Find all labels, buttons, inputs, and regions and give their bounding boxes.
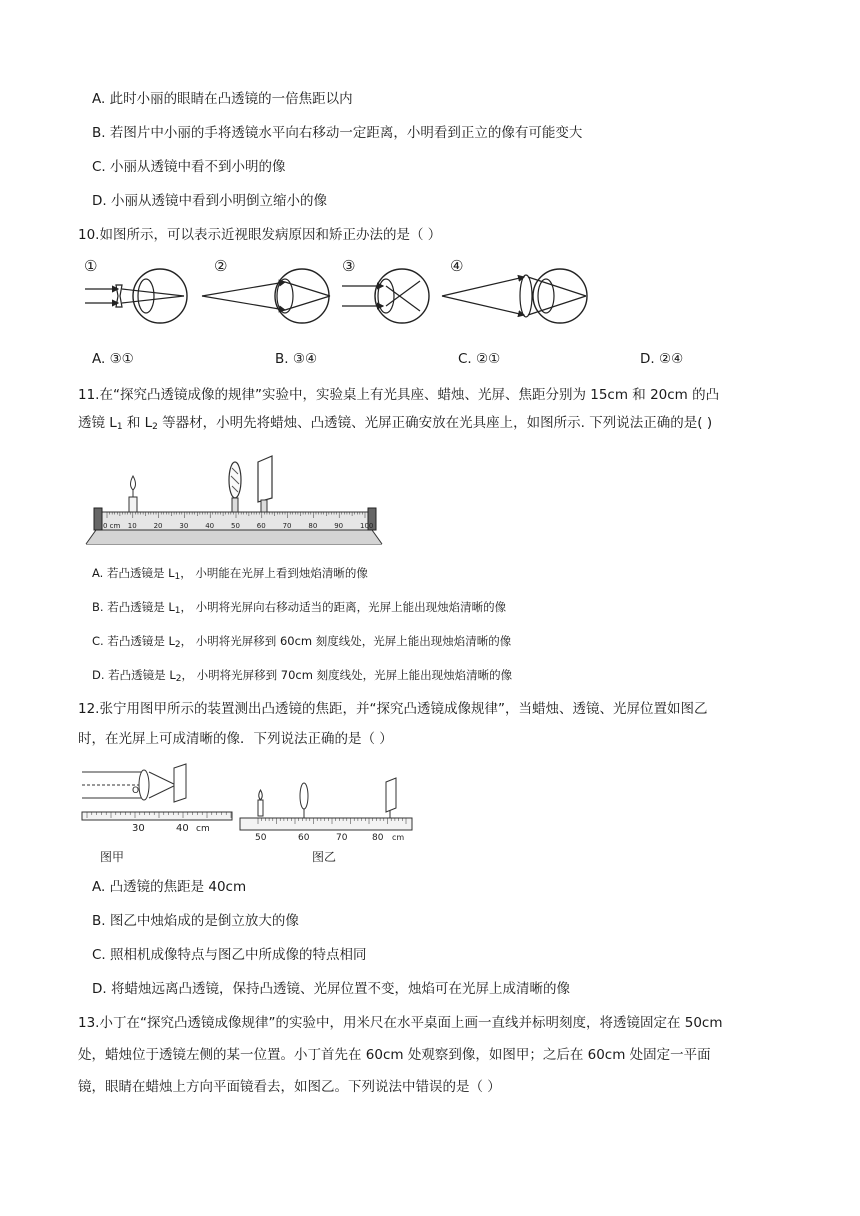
eye-diagram-3 (342, 257, 429, 323)
q10-option-d: D. ②④ (640, 351, 684, 367)
ruler-label: 0 cm (103, 522, 121, 530)
ruler-label: 80 (308, 522, 318, 530)
q9-option-a: A. 此时小丽的眼睛在凸透镜的一倍焦距以内 (92, 91, 353, 107)
svg-text:30: 30 (132, 823, 145, 834)
q12-option-b: B. 图乙中烛焰成的是倒立放大的像 (92, 913, 299, 929)
q11-option-a: A. 若凸透镜是 $L_1$， 小明能在光屏上看到烛焰清晰的像 (92, 566, 368, 582)
svg-text:40: 40 (176, 823, 189, 834)
ruler-label: 60 (256, 522, 266, 530)
ruler-label: 50 (231, 522, 240, 530)
svg-text:70: 70 (336, 833, 348, 843)
label-2: ② (214, 257, 228, 275)
ruler-label: 70 (282, 522, 292, 530)
q9-option-b: B. 若图片中小丽的手将透镜水平向右移动一定距离，小明看到正立的像有可能变大 (92, 125, 583, 141)
label-4: ④ (450, 257, 464, 275)
eye-diagram-4 (442, 257, 587, 323)
q10-option-c: C. ②① (458, 351, 501, 367)
q9-option-d: D. 小丽从透镜中看到小明倒立缩小的像 (92, 193, 327, 209)
figure-jia (82, 764, 232, 864)
q12-option-c: C. 照相机成像特点与图乙中所成像的特点相同 (92, 947, 367, 963)
q10-eye-diagrams (80, 255, 640, 335)
q10-option-b: B. ③④ (275, 351, 318, 367)
q11-option-b: B. 若凸透镜是 $L_1$， 小明将光屏向右移动适当的距离，光屏上能出现烛焰清晰的像 (92, 600, 507, 616)
ruler-label: 90 (334, 522, 344, 530)
q11-stem-line1: 11.在“探究凸透镜成像的规律”实验中，实验桌上有光具座、蜡烛、光屏、焦距分别为 15cm 和 20cm 的凸 (78, 387, 720, 403)
q13-stem-line2: 处，蜡烛位于透镜左侧的某一位置。小丁首先在 60cm 处观察到像，如图甲；之后在 60cm 处固定一平面 (78, 1047, 711, 1063)
svg-text:50: 50 (255, 833, 267, 843)
q11-stem-line2: 透镜 $L_1$ 和 $L_2$ 等器材，小明先将蜡烛、凸透镜、光屏正确安放在光具座上，如图所示. 下列说法正确的是( ) (78, 415, 713, 432)
ruler-label: 100 (360, 522, 374, 530)
q11-option-c: C. 若凸透镜是 $L_2$， 小明将光屏移到 60cm 刻度线处，光屏上能出现烛焰清晰的像 (92, 634, 512, 650)
q13-stem-line3: 镜，眼睛在蜡烛上方向平面镜看去，如图乙。下列说法中错误的是（ ） (78, 1079, 501, 1095)
label-3: ③ (342, 257, 356, 275)
eye-diagram-2 (202, 257, 330, 323)
q10-option-a: A. ③① (92, 351, 134, 367)
q12-stem-line2: 时，在光屏上可成清晰的像．下列说法正确的是（ ） (78, 731, 393, 747)
eye-diagram-1 (84, 257, 187, 323)
svg-text:80: 80 (372, 833, 384, 843)
q12-stem-line1: 12.张宁用图甲所示的装置测出凸透镜的焦距，并“探究凸透镜成像规律”，当蜡烛、透镜、光屏位置如图乙 (78, 701, 708, 717)
q11-optical-bench (82, 440, 382, 555)
q11-option-d: D. 若凸透镜是 $L_2$， 小明将光屏移到 70cm 刻度线处，光屏上能出现烛焰清晰的像 (92, 668, 513, 684)
ruler-label: 20 (153, 522, 163, 530)
q10-stem: 10.如图所示，可以表示近视眼发病原因和矫正办法的是（ ） (78, 227, 442, 243)
q12-option-a: A. 凸透镜的焦距是 40cm (92, 879, 247, 895)
ruler-label: 30 (179, 522, 189, 530)
fig-yi-caption: 图乙 (312, 850, 337, 864)
svg-text:cm: cm (196, 824, 210, 834)
q9-option-c: C. 小丽从透镜中看不到小明的像 (92, 159, 286, 175)
svg-text:cm: cm (392, 833, 405, 842)
ruler-label: 10 (127, 522, 137, 530)
svg-text:O: O (132, 786, 140, 796)
ruler-label: 40 (205, 522, 215, 530)
figure-yi (240, 778, 412, 864)
q12-option-d: D. 将蜡烛远离凸透镜，保持凸透镜、光屏位置不变，烛焰可在光屏上成清晰的像 (92, 981, 570, 997)
q13-stem-line1: 13.小丁在“探究凸透镜成像规律”的实验中，用米尺在水平桌面上画一直线并标明刻度，将透镜固定在 50cm (78, 1015, 723, 1031)
fig-jia-caption: 图甲 (100, 850, 125, 864)
svg-text:60: 60 (298, 833, 310, 843)
label-1: ① (84, 257, 98, 275)
q12-figures (82, 760, 422, 870)
